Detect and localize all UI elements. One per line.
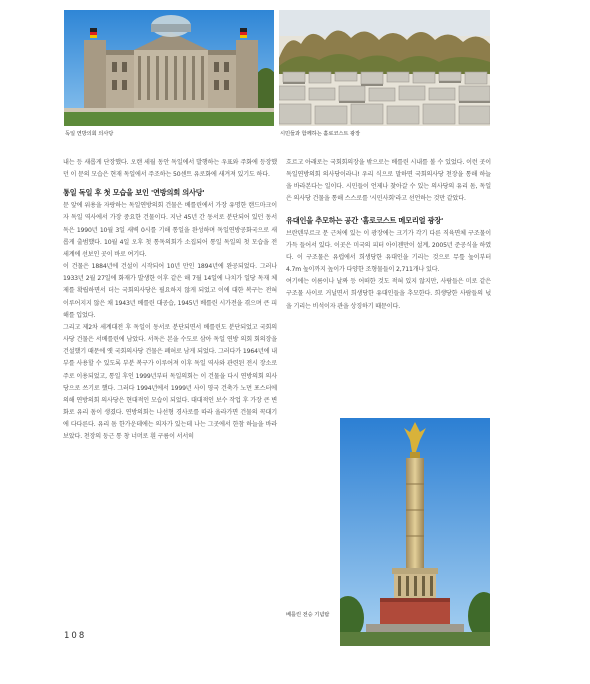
right-intro-paragraph: 흐르고 아래로는 국회회의장을 밖으로는 베를린 시내를 볼 수 있었다. 이런 곳이 독일연방의회 의사당이라니! 우리 식으로 말하면 국회의사당 천장을 통해 하늘을 바라본다는 일이다. 시민들이 언제나 찾아갈 수 있는 의사당의 유리 돔, 독일은 의사당 건물을 통해 스스로를 '시민사회'라고 선언하는 것만 같았다.	[286, 159, 491, 203]
holocaust-memorial-caption: 시민들과 함께하는 홀로코스트 광장	[280, 131, 361, 137]
section-heading-holocaust-memorial: 유대인을 추모하는 공간 '홀로코스트 메모리얼 광장'	[286, 215, 444, 225]
memorial-paragraph-1: 브란덴부르크 문 근처에 있는 이 광장에는 크기가 각기 다른 직육면체 구조물이 가득 들어서 있다. 이곳은 미국의 피터 아이젠만이 설계, 2005년 준공식을 하였다. 이 구조물은 유럽에서 희생당한 유대인을 기리는 것으로 무릎 높이부터 4.7m 높이까지 높이가 다양한 조형물들이 2,711개나 있다.	[286, 229, 491, 274]
victory-column-photo	[340, 418, 490, 646]
holocaust-memorial-photo	[279, 10, 490, 126]
reichstag-paragraph-3: 그리고 제2차 세계대전 후 독일이 동서로 분단되면서 베를린도 분단되었고 국회의사당 건물은 서베를린에 남았다. 서독은 본을 수도로 삼아 독일 연방 의회 회의장을 건설했기 때문에 옛 국회의사당 건물은 폐허로 남게 되었다. 그러다가 1964년에 내부를 사용할 수 있도록 부분 복구가 이루어져 이후 독일 역사와 관련된 전시 장소로 주로 이용되었고, 통일 후인 1999년부터 독일의회는 이 건물을 다시 연방의회 의사당으로 쓰기로 했다. 그러다 1994년에서 1999년 사이 영국 건축가 노먼 포스터에 의해 연방의회 의사당은 현대적인 모습이 되었다. 대대적인 보수 작업 후 가장 큰 변화로 유리 돔이 생겼다. 연방의회는 나선형 경사로를 따라 올라가면 건물의 꼭대기에 다다른다. 유리 돔 한가운데에는 의자가 있는데 나는 그곳에서 한참 하늘을 바라보았다. 천장의 둥근 통 창 너머로 흰 구름이 서서히	[63, 323, 277, 441]
right-text-column	[286, 157, 491, 313]
reichstag-paragraph-1: 문 앞에 위용을 자랑하는 독일연방의회 건물은 베를린에서 가장 유명한 랜드마크이자 독일 역사에서 가장 중요한 건물이다. 지난 45년 간 동서로 분단되어 있던 동서독은 1990년 10월 3일 새벽 0시를 기해 통일을 완성하며 독일연방공화국으로 새롭게 출범했다. 10월 4일 오후 첫 통독의회가 소집되어 통일 독일의 첫 모습을 전 세계에 선보인 곳이 바로 여기다.	[63, 202, 277, 258]
page-number: 108	[64, 631, 87, 641]
memorial-paragraph-2: 여기에는 이름이나 날짜 등 어떠한 것도 적혀 있지 않지만, 사람들은 미로 같은 구조물 사이로 거닐면서 희생당한 유대인들을 추모한다. 희생당한 사람들의 넋을 기리는 비석이자 관을 상징하기 때문이다.	[286, 278, 491, 310]
reichstag-caption: 독일 연방의회 의사당	[65, 131, 114, 137]
left-text-column	[63, 157, 277, 443]
section-heading-reichstag: 통일 독일 후 첫 모습을 보인 '연방의회 의사당'	[63, 188, 205, 198]
reichstag-paragraph-2: 이 건물은 1884년에 건설이 시작되어 10년 만인 1894년에 완공되었다. 그러나 1933년 2월 27일에 화재가 발생한 이후 같은 해 7월 14일에 나치가 일당 독재 체제를 확립하면서 더는 국회의사당은 필요하지 않게 되었고 이에 대한 복구는 전혀 이루어지지 않은 채 1943년 베를린 대공습, 1945년 베를린 시가전을 겪으며 큰 피해를 입었다.	[63, 263, 277, 319]
victory-column-caption: 베를린 전승 기념탑	[286, 612, 330, 618]
reichstag-photo	[64, 10, 274, 126]
left-intro-paragraph: 내는 등 새롭게 단장했다. 오랜 세월 동안 독일에서 발행하는 우표와 주화에 등장했던 이 문의 모습은 현재 독일에서 주조하는 50센트 유로화에 새겨져 있기도 하다.	[63, 159, 277, 179]
